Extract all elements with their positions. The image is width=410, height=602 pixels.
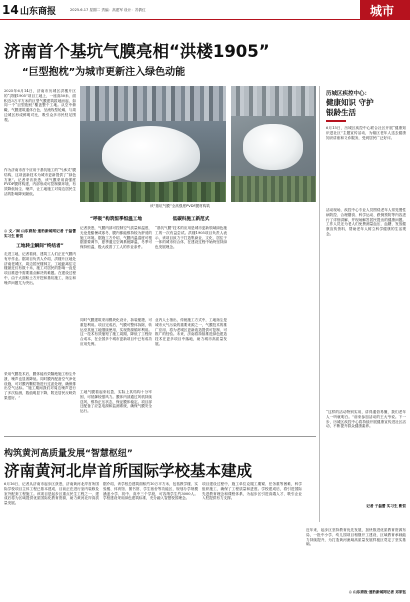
- photo-site-ground: [231, 176, 316, 202]
- header-rule: [0, 19, 360, 20]
- article2-body2: 同时气膜建筑采用模块化设计，拆装便捷，可重复利用。项目完成后，气膜可整体拆除，转运至其他工地继续使用，实现资源循环利用。这一技术有效缩短了施工周期，降低了工程综合成本，在全国多个城市更新项目中已有成功应用先例。: [80, 318, 152, 346]
- article1-byline: ◎ 文／图 山东商报·速豹新闻网记者 于磊蕾 实习生 靳贺: [4, 229, 76, 238]
- photo-air-dome: [102, 126, 200, 182]
- page-number: 14: [2, 3, 19, 17]
- sidebar-body2: 活动现场，疾控中心专业人员围绕老年人常见慢性病防控、合理膳食、科学运动、跌倒预防等内容进行了详细讲解，并现场解答居民提出的健康问题。工作人员还为老人们免费测量血压、血糖，发放健康宣传资料，帮助老年人树立科学健康的生活观念。: [326, 208, 406, 236]
- bottom-col4: 近年来，起步区坚持教育优先发展，加快推进优质教育资源布局，一批中小学、幼儿园项目相继开工建设，区域教育承载能力持续提升，为打造黄河流域高质量发展样板区奠定了坚实基础。: [306, 528, 406, 547]
- sidebar-accent: [326, 120, 346, 122]
- bottom-col3: 项目建设过程中，施工单位克服工期紧、任务重等困难，科学组织施工，确保了工程质量和进度。学校建成后，将引进国际先进教育理念和课程体系，为起步区引进高端人才、吸引企业入驻提供有力支撑。: [202, 482, 302, 501]
- bottom-col2: 据介绍，该学校总建筑面积约10万平方米，包括教学楼、实验楼、体育馆、图书馆、学生宿舍等功能区，规划办学规模涵盖小学、初中、高中三个学段，可容纳学生约3000人。学校建设采用绿色建筑标准，充分融入智慧校园理念。: [103, 482, 198, 501]
- section-divider: [4, 436, 316, 437]
- article1-lead: 2025年6月14日，济南市历城区洪楼片区的“洪楼1905”项目工地上，一座高50米、面积近3万平方米的巨型气膜建筑拔地而起，如同一个“巨型抱枕”覆盖整个工地。从空中俯瞰，气膜建筑通体白色，呈流线型轮廓，与周边城区形成鲜明对比，吸引众多市民驻足围观。: [4, 89, 76, 122]
- photo-site: [231, 86, 316, 202]
- photo-trees: [80, 182, 226, 202]
- photo-aerial-caption: 该“基坑气膜”全高强度PVDF膜材构筑: [150, 204, 210, 208]
- bottom-col1: 6月16日，记者从济南市起步区获悉，济南黄河北岸首所国际学校项目主体工程已基本建成，目前正在进行室内装修及室外配套工程施工。该项目是起步区重点民生工程之一，建成后将为区域提供优质国际化教育资源，助力黄河北岸高质量发展。: [4, 482, 99, 506]
- bottom-title: 济南黄河北岸首所国际学校基本建成: [4, 462, 253, 480]
- article1-subheading: 工地转尘瞬间“终结者”: [16, 244, 64, 249]
- sidebar-box: [319, 86, 408, 522]
- section-name: 城市: [370, 4, 395, 18]
- headline-subtitle: “巨型抱枕”为城市更新注入绿色动能: [22, 67, 186, 78]
- section-badge: [360, 0, 410, 20]
- article2-subheading: “呼吸”构筑恒季恒温工地: [90, 217, 142, 222]
- header-meta: 2025.6.17 星期二 责编：高建军 设计：苏倩红: [70, 8, 146, 12]
- sidebar-body: 6月15日，历城区疾控中心联合社区开展“健康知识进社区”主题宣传活动，为辖区老年人送去健康知识讲座和义诊服务，受到居民广泛好评。: [326, 126, 406, 140]
- photo-buildings: [80, 86, 226, 121]
- sidebar-byline: 记者 于磊蕾 实习生 靳贺: [366, 504, 406, 508]
- article3-subheading: 低碳科施工新范式: [172, 217, 210, 222]
- article3-body2: 业内人士指出，传统施工方式中，工地扬尘是城市大气污染的重要来源之一，气膜技术的推广应用，将为老城区更新改造提供可复制、可推广的经验。未来，济南将持续推进绿色建造技术在更多项目中落地，助力城市高质量发展。: [155, 318, 227, 346]
- article3-body: “基坑气膜”技术的应用是城市更新领域绿色施工的一次有益尝试。洪楼1905项目负责人表示，该项目致力于打造集商业、文化、居住于一体的城市综合体，在建设过程中始终坚持绿色发展理念。: [155, 226, 227, 250]
- article1-body3: 采用气膜技术后，膜体能有效隔绝施工粉尘外泄，噪声也显著降低。同时膜内配备空气净化设施，可对膜内颗粒物进行过滤处理，确保排出空气达标。“施工期间我们对周边噪声进行了多次检测，数值明显下降，附近居民反映效果很好。”: [4, 372, 76, 400]
- article2-body: 记者获悉，气膜内部可控制空气质量和温度，无论是酷暑或寒冬，膜内都能维持较为舒适的施工环境。据施工方介绍，气膜内温湿度可根据需要调节，夏季通过空调系统降温，冬季可保持恒温，极大改善了工人的作业条件。: [80, 226, 152, 250]
- bottom-kicker: 构筑黄河高质量发展“智慧枢纽”: [4, 449, 133, 459]
- sidebar-label: 历城区疾控中心：: [326, 91, 371, 97]
- sidebar-body3: “这样的活动特别实用，讲得通俗易懂，我们老年人一听就明白。”前来参加活动的王大爷说。下一步，历城区疾控中心将持续开展健康宣传进社区活动，不断提升群众健康素养。: [326, 410, 406, 429]
- photo-site-dome: [243, 124, 303, 170]
- article2-body3: 工地气膜看起来轻盈，实际上其结构十分牢固，可抵御较强风力。膜体内部通过风机持续送风，维持正压状态，保证膜体稳定。项目部还配备了应急电源和监测系统，确保气膜安全运行。: [80, 390, 152, 414]
- sidebar-title: 健康知识 守护银龄生活: [326, 98, 374, 117]
- bottom-byline: ◎ 山东商报·速豹新闻网记者 邓家钰: [348, 590, 406, 594]
- photo-aerial: [80, 86, 226, 202]
- headline-title: 济南首个基坑气膜亮相“洪楼1905”: [4, 42, 270, 61]
- paper-name: 山东商报: [20, 7, 57, 17]
- page-header: [0, 0, 410, 20]
- article1-body2: 走进工地，记者看到，建筑工人们正在气膜内有序作业。据项目负责人介绍，洪楼片区地处济南老城区，周边居民楼林立，工地距离住宅楼最近仅有数十米，施工对居民的影响一直是项目推进中需要重点解决的难题。在建设过程中，由于大面积土方开挖和基坑施工，扬尘和噪声问题尤为突出。: [4, 252, 76, 285]
- photo-site-buildings: [231, 86, 316, 116]
- article1-body: 作为济南市首个应用于基坑施工的“气承式”膜结构，这项创新技术为城市更新提供了“绿色方案”。记者采访获悉，该气膜采用高强度PVDF膜材构建，内部形成可控制微环境，有效降低扬尘、噪声，让工地施工对周边居民生活的影响降到最低。: [4, 168, 76, 196]
